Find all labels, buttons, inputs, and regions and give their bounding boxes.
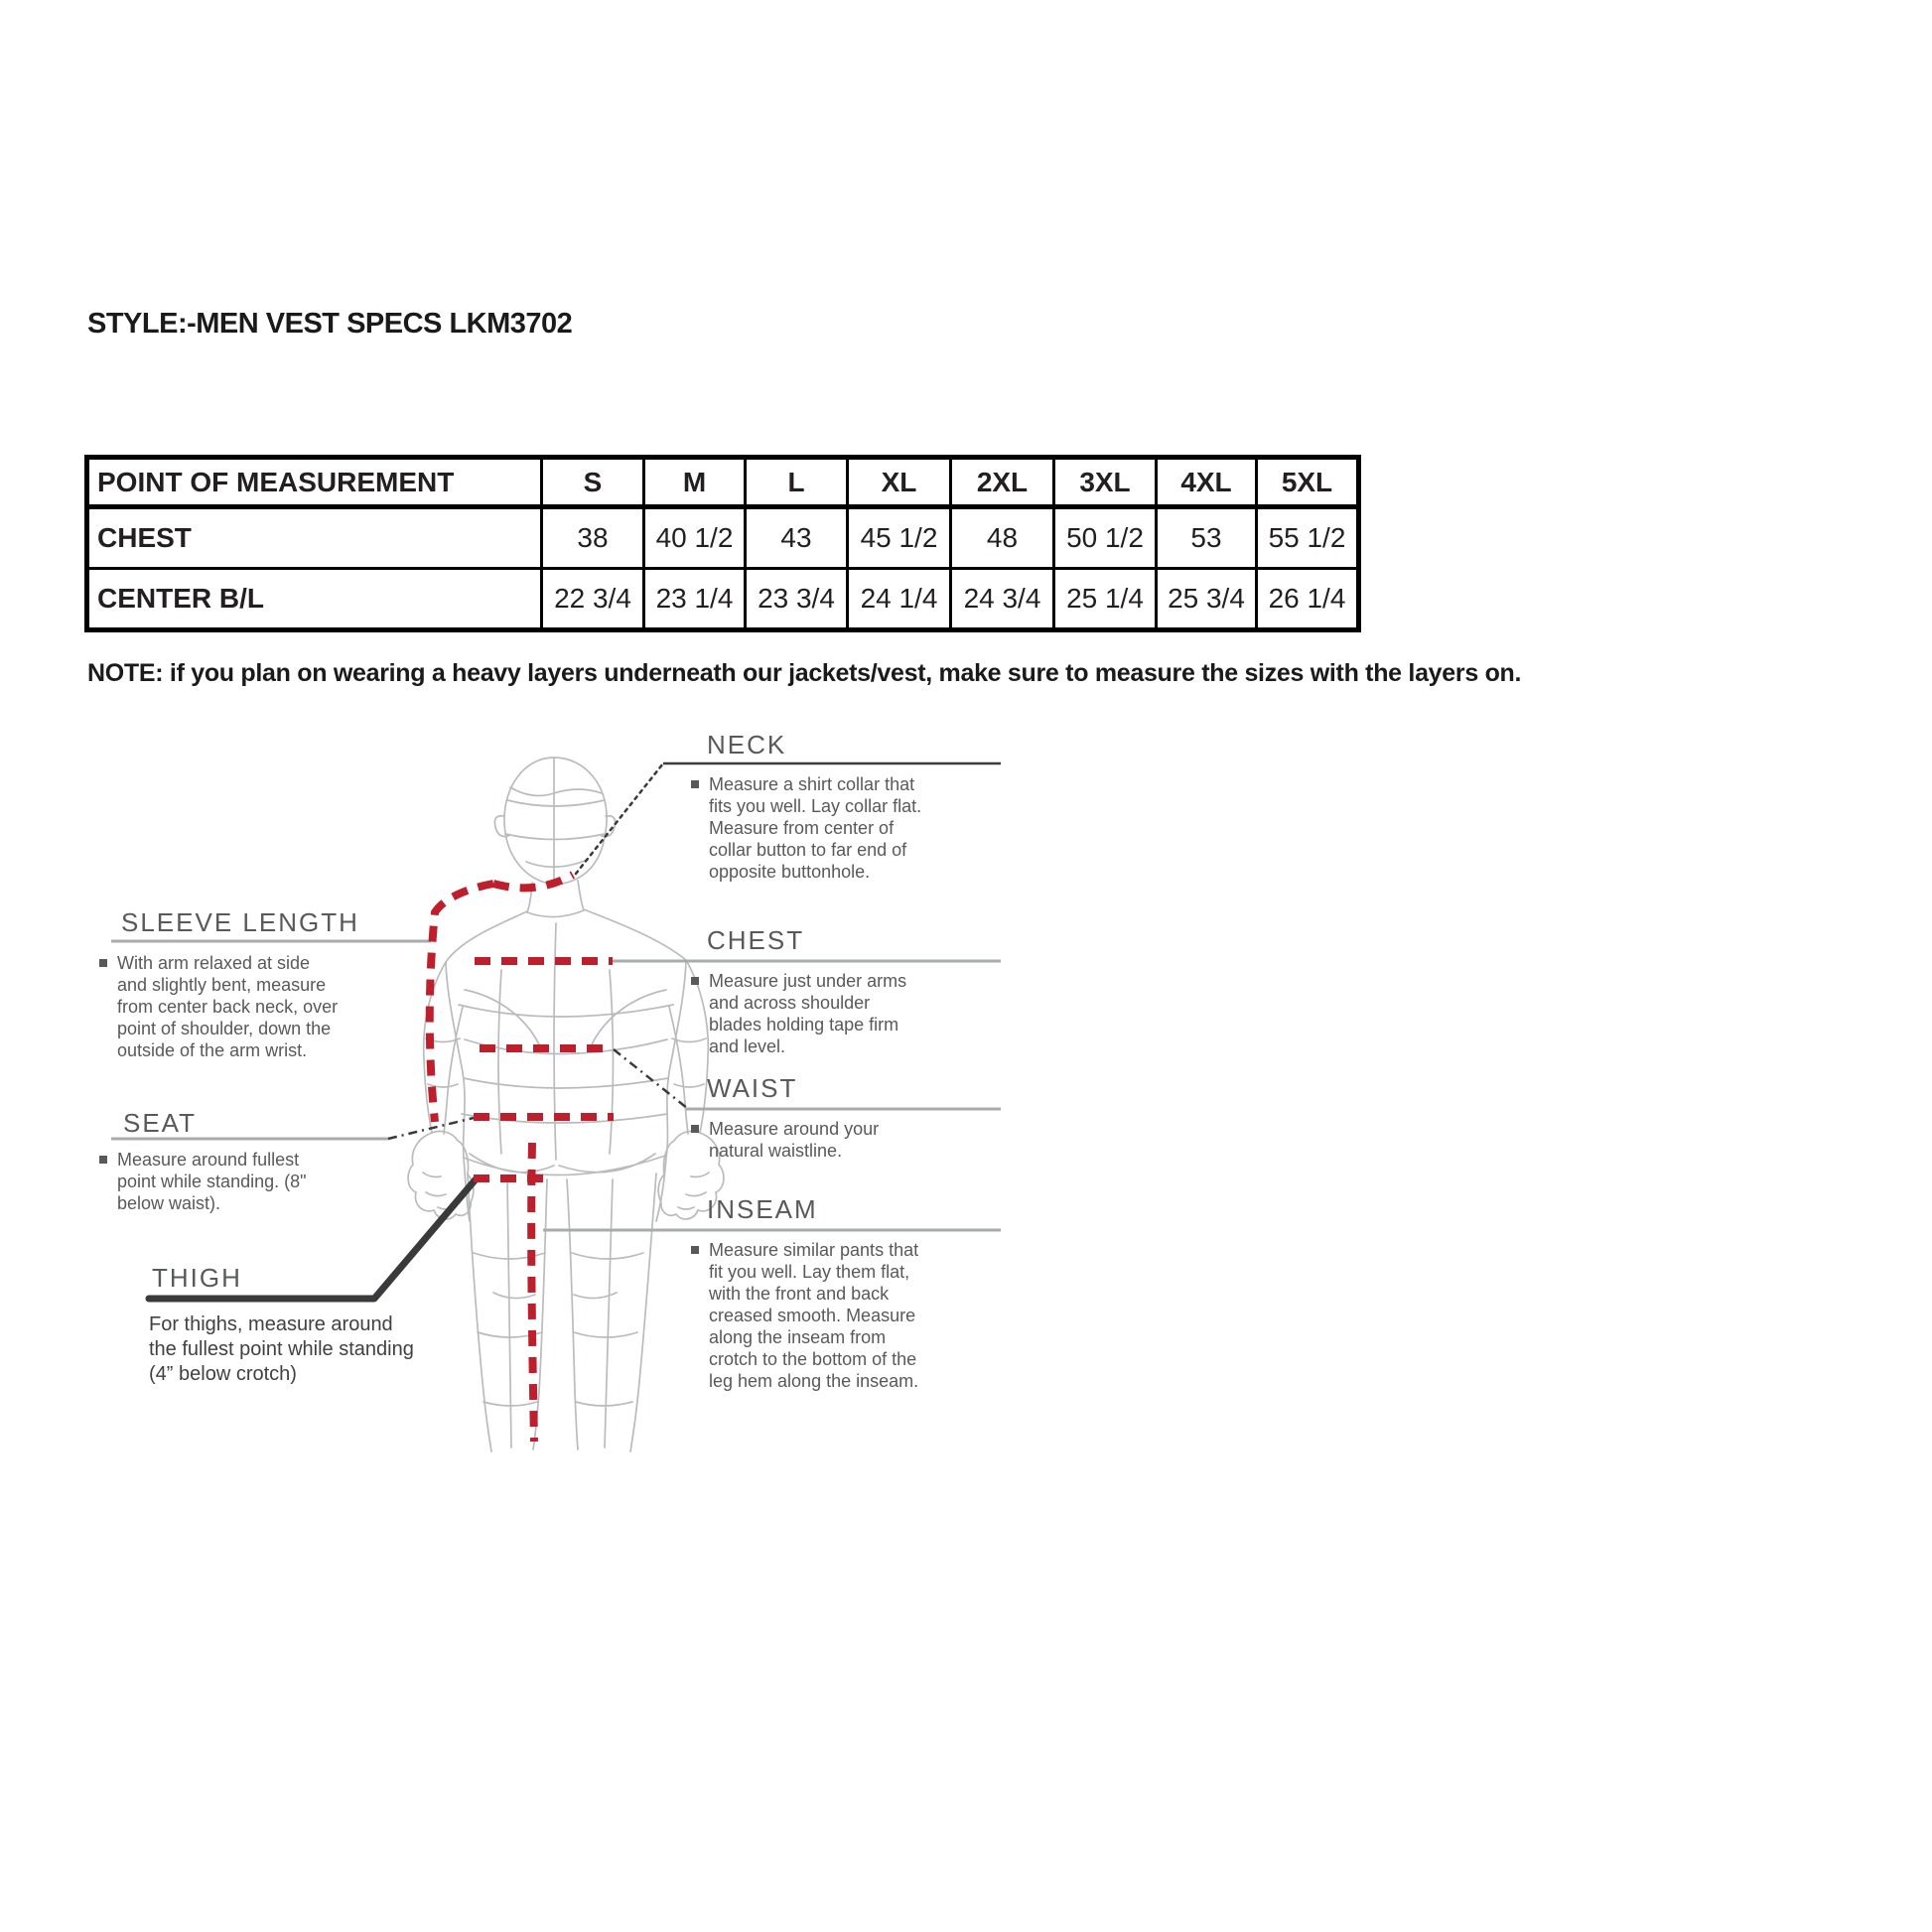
header-size-3xl: 3XL — [1054, 458, 1157, 507]
seat-description — [99, 1149, 313, 1214]
centerbl-l: 23 3/4 — [746, 569, 848, 630]
bullet-square-icon — [99, 959, 107, 967]
chest-3xl: 50 1/2 — [1054, 507, 1157, 569]
header-point-of-measurement: POINT OF MEASUREMENT — [87, 458, 542, 507]
sleeve-length-description — [99, 952, 343, 1061]
inseam-label: INSEAM — [707, 1194, 818, 1224]
note-text: NOTE: if you plan on wearing a heavy layers underneath our jackets/vest, make sure to measure the sizes with the layers on. — [87, 659, 1522, 687]
chest-s: 38 — [542, 507, 644, 569]
waist-label: WAIST — [707, 1073, 798, 1103]
inseam-description-text: Measure similar pants that fit you well. Lay them flat, with the front and back creased smooth. Measure along the inseam from crotch to the bottom of the leg hem along the inseam. — [709, 1240, 919, 1391]
mannequin-legs — [468, 1173, 656, 1451]
chest-l: 43 — [746, 507, 848, 569]
bullet-square-icon — [691, 977, 699, 985]
size-table-header-row — [87, 458, 1359, 507]
seat-description-text: Measure around fullest point while standing. (8" below waist). — [117, 1150, 307, 1213]
mannequin-figure — [408, 758, 724, 1451]
centerbl-2xl: 24 3/4 — [951, 569, 1054, 630]
centerbl-4xl: 25 3/4 — [1157, 569, 1257, 630]
measure-lines — [430, 875, 614, 1442]
table-row-chest — [87, 507, 1359, 569]
header-size-5xl: 5XL — [1257, 458, 1359, 507]
centerbl-3xl: 25 1/4 — [1054, 569, 1157, 630]
seat-label: SEAT — [123, 1108, 197, 1138]
thigh-description-text: For thighs, measure around the fullest point while standing (4” below crotch) — [149, 1313, 414, 1385]
mannequin-head — [494, 758, 615, 885]
inseam-measure-line — [531, 1143, 534, 1442]
page-title: STYLE:-MEN VEST SPECS LKM3702 — [87, 308, 573, 340]
centerbl-5xl: 26 1/4 — [1257, 569, 1359, 630]
neck-description — [691, 773, 929, 883]
header-size-2xl: 2XL — [951, 458, 1054, 507]
bullet-square-icon — [691, 1246, 699, 1254]
chest-description — [691, 970, 927, 1057]
bullet-square-icon — [691, 780, 699, 788]
row-label-chest: CHEST — [87, 507, 542, 569]
neck-label: NECK — [707, 730, 787, 759]
header-size-s: S — [542, 458, 644, 507]
header-size-l: L — [746, 458, 848, 507]
chest-xl: 45 1/2 — [848, 507, 951, 569]
header-size-xl: XL — [848, 458, 951, 507]
chest-2xl: 48 — [951, 507, 1054, 569]
table-row-center-bl — [87, 569, 1359, 630]
waist-description-text: Measure around your natural waistline. — [709, 1119, 880, 1161]
header-size-4xl: 4XL — [1157, 458, 1257, 507]
waist-description — [691, 1118, 899, 1162]
centerbl-s: 22 3/4 — [542, 569, 644, 630]
chest-5xl: 55 1/2 — [1257, 507, 1359, 569]
centerbl-xl: 24 1/4 — [848, 569, 951, 630]
row-label-center-bl: CENTER B/L — [87, 569, 542, 630]
bullet-square-icon — [691, 1125, 699, 1133]
chest-description-text: Measure just under arms and across shoulder blades holding tape firm and level. — [709, 971, 907, 1056]
thigh-label: THIGH — [152, 1263, 242, 1293]
size-table — [84, 455, 1361, 632]
centerbl-m: 23 1/4 — [644, 569, 746, 630]
sleeve-length-description-text: With arm relaxed at side and slightly bent, measure from center back neck, over point of shoulder, down the outside of the arm wrist. — [117, 953, 339, 1060]
inseam-description — [691, 1239, 931, 1392]
sleeve-length-label: SLEEVE LENGTH — [121, 907, 359, 937]
chest-m: 40 1/2 — [644, 507, 746, 569]
neck-leader-line — [576, 763, 663, 874]
chest-4xl: 53 — [1157, 507, 1257, 569]
header-size-m: M — [644, 458, 746, 507]
chest-label: CHEST — [707, 925, 805, 955]
waist-leader-line — [614, 1049, 687, 1108]
neck-description-text: Measure a shirt collar that fits you well. Lay collar flat. Measure from center of collar button to far end of opposite buttonhole. — [709, 774, 922, 882]
measurement-diagram — [0, 695, 1092, 1489]
thigh-description — [149, 1312, 422, 1387]
bullet-square-icon — [99, 1156, 107, 1164]
